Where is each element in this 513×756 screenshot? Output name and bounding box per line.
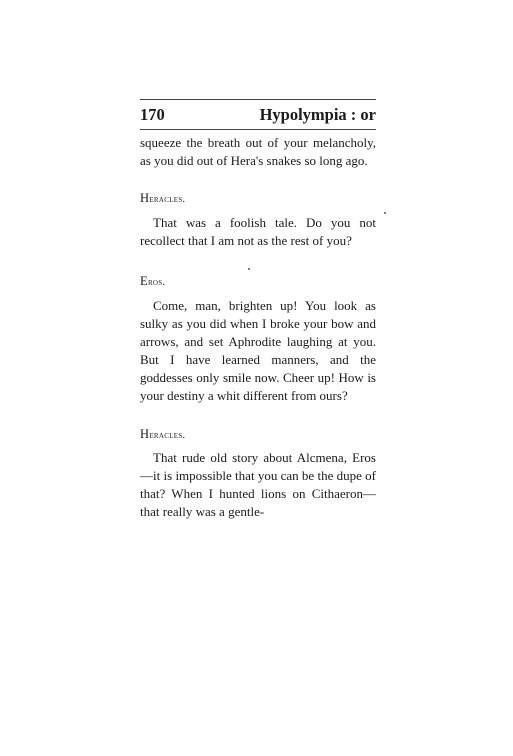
body-text [140, 134, 376, 521]
header-top-rule [140, 99, 376, 100]
page-header [140, 104, 376, 126]
speaker-heracles-second: Heracles. [140, 427, 186, 441]
print-speck [248, 268, 250, 270]
running-head: Hypolympia : or [259, 105, 376, 124]
paragraph-heracles-reply: That was a foolish tale. Do you not recollect that I am not as the rest of you? [140, 215, 376, 248]
speaker-eros: Eros. [140, 274, 166, 288]
paragraph-eros-speech: Come, man, brighten up! You look as sulky as you did when I broke your bow and arrows, and set Aphrodite laughing at you. But I have learned manners, and the goddesses only smile now. Cheer up! How is your destiny a whit different from ours? [140, 298, 376, 403]
paragraph-continuation: squeeze the breath out of your melancholy, as you did out of Hera's snakes so long ago. [140, 135, 376, 168]
print-speck [384, 212, 386, 214]
paragraph-heracles-story: That rude old story about Alcmena, Eros—it is impossible that you can be the dupe of that? When I hunted lions on Cithaeron—that really was a gentle- [140, 450, 376, 519]
page-number: 170 [140, 105, 165, 124]
header-bottom-rule [140, 129, 376, 130]
speaker-heracles: Heracles. [140, 191, 186, 205]
